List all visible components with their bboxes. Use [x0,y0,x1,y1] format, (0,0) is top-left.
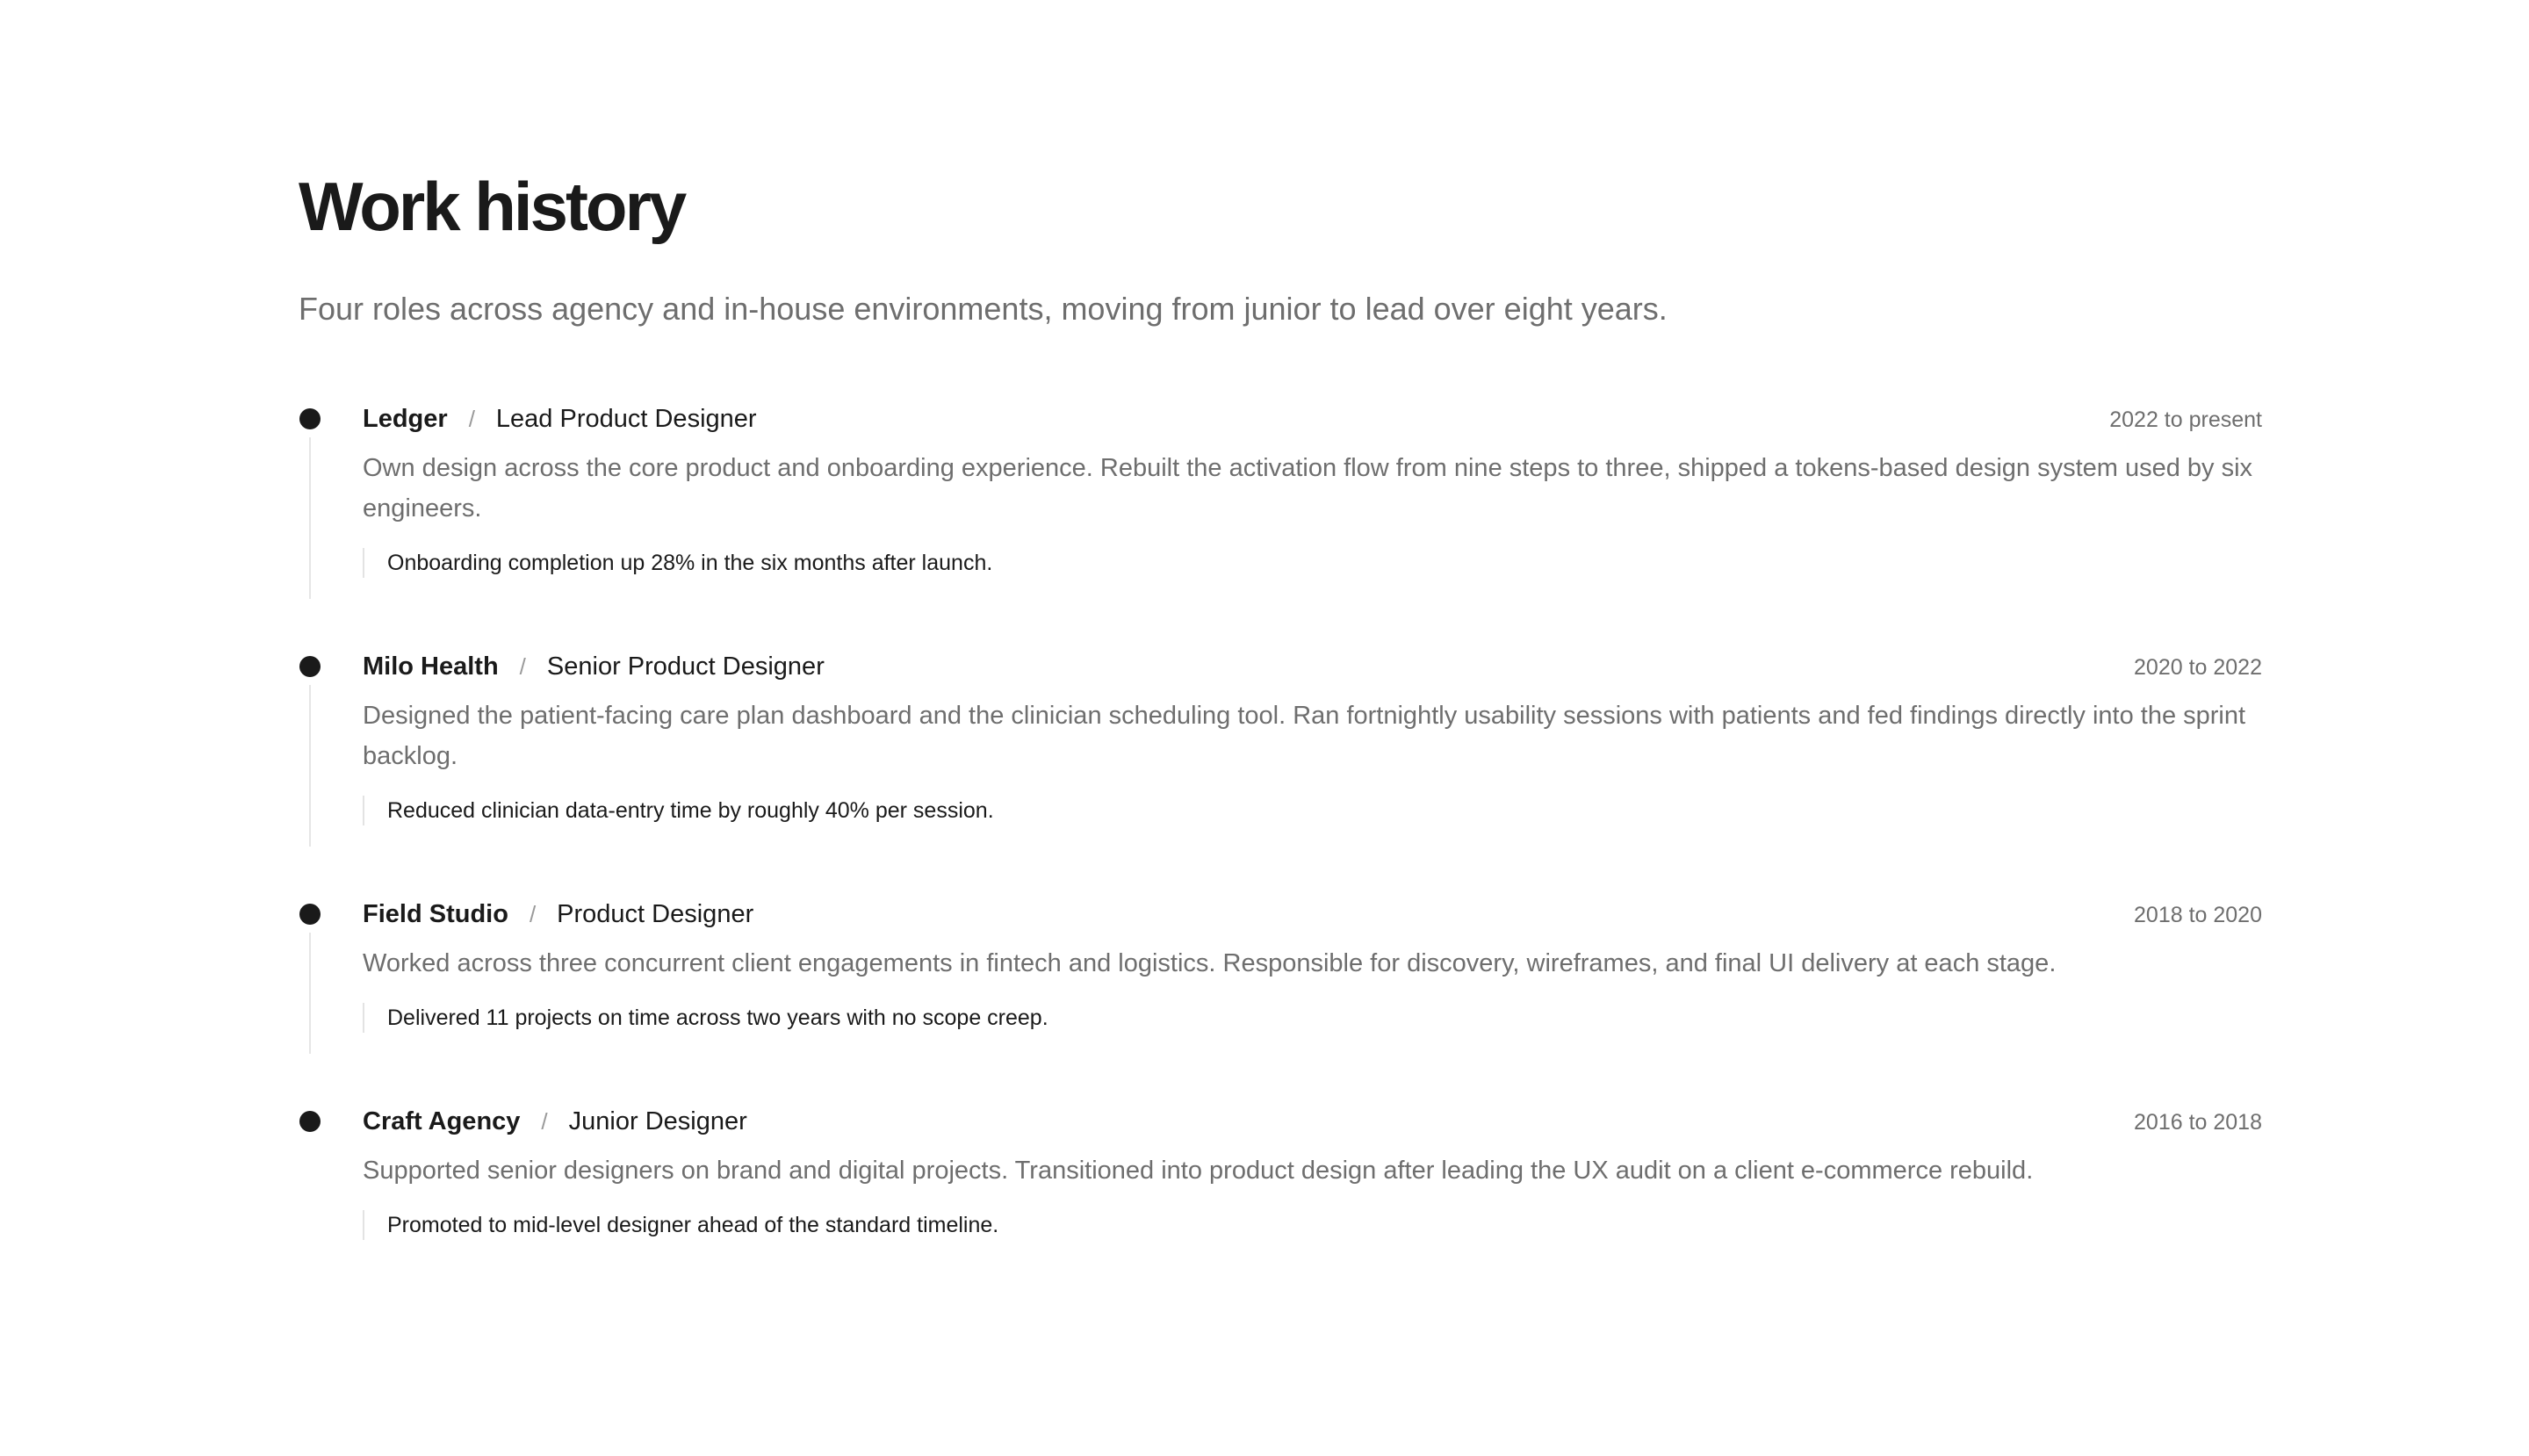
entry-header [363,1099,2262,1143]
timeline-dot [299,656,321,677]
timeline-dot [299,904,321,925]
entry-description: Own design across the core product and onboarding experience. Rebuilt the activation flow from nine steps to three, shipped a tokens-based design system used by six engineers. [363,454,2253,523]
entry-header [363,892,2262,936]
company-name: Milo Health [363,652,499,681]
separator: / [519,653,526,680]
entry-highlight: Delivered 11 projects on time across two years with no scope creep. [363,1003,2262,1033]
role-title: Lead Product Designer [495,405,757,433]
entry-description: Designed the patient-facing care plan dashboard and the clinician scheduling tool. Ran fortnightly usability sessions with patients and fed findings directly into the sprint backlog. [363,702,2246,770]
timeline-entry-field-studio [299,892,2262,1099]
entry-highlight: Onboarding completion up 28% in the six months after launch. [363,548,2262,578]
page-title: Work history [299,168,685,245]
timeline-entry-craft-agency [299,1099,2262,1240]
separator: / [541,1108,548,1135]
separator: / [529,901,537,927]
timeline-connector-line [309,437,311,599]
entry-header [363,397,2262,441]
date-range: 2016 to 2018 [2134,1110,2262,1135]
page-subtitle: Four roles across agency and in-house environments, moving from junior to lead over eight years. [299,291,1668,327]
company-name: Craft Agency [363,1107,521,1135]
entry-description: Supported senior designers on brand and digital projects. Transitioned into product design after leading the UX audit on a client e-commerce rebuild. [363,1157,2034,1185]
timeline [299,397,2262,1240]
company-name: Ledger [363,405,448,433]
work-history-section [299,158,2262,1240]
role-title: Product Designer [557,900,754,928]
date-range: 2022 to present [2109,407,2262,432]
date-range: 2018 to 2020 [2134,903,2262,927]
entry-highlight: Promoted to mid-level designer ahead of the standard timeline. [363,1210,2262,1240]
role-title: Senior Product Designer [546,652,825,681]
separator: / [468,406,475,432]
date-range: 2020 to 2022 [2134,655,2262,680]
entry-description: Worked across three concurrent client engagements in fintech and logistics. Responsible for discovery, wireframes, and final UI delivery at each stage. [363,949,2057,977]
entry-header [363,645,2262,688]
timeline-connector-line [309,933,311,1054]
timeline-entry-ledger [299,397,2262,645]
timeline-dot [299,408,321,429]
timeline-entry-milo-health [299,645,2262,892]
timeline-connector-line [309,685,311,847]
role-title: Junior Designer [568,1107,747,1135]
entry-highlight: Reduced clinician data-entry time by roughly 40% per session. [363,796,2262,825]
timeline-dot [299,1111,321,1132]
company-name: Field Studio [363,900,508,928]
